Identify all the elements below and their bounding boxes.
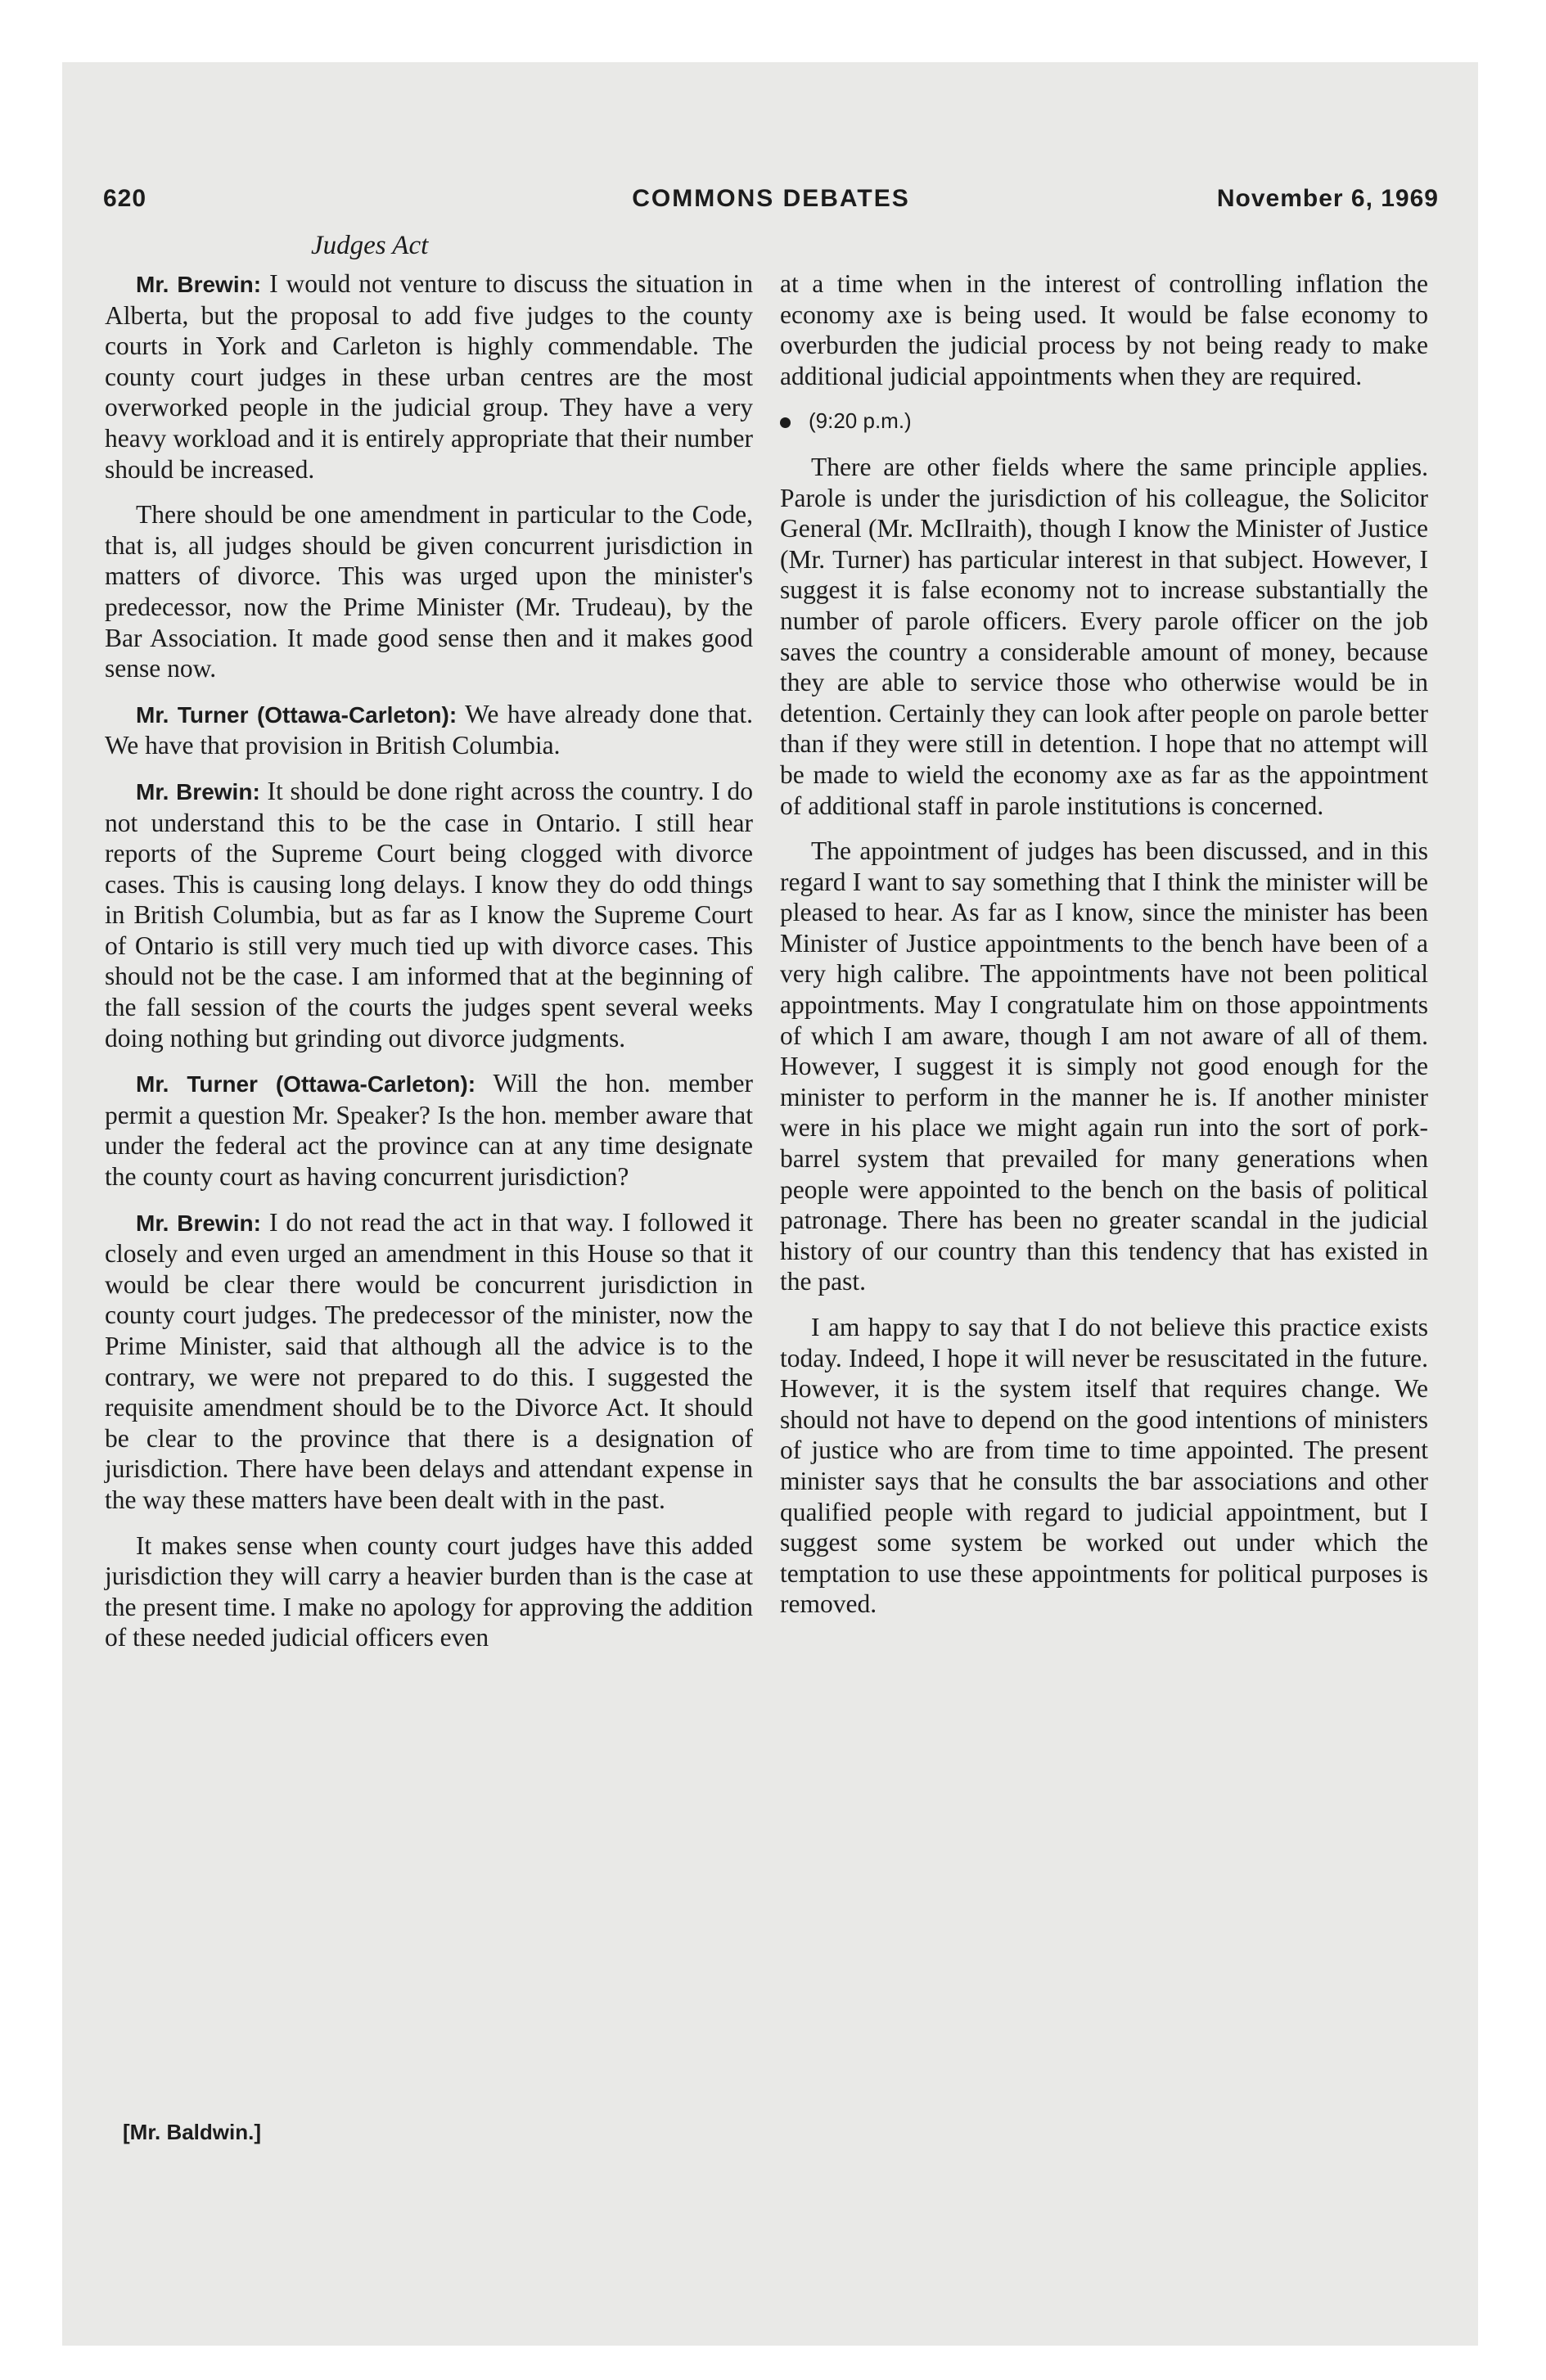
time-marker [780,406,1428,437]
paragraph [105,699,753,761]
subject-heading: Judges Act [311,231,429,260]
publication-title: COMMONS DEBATES [632,185,910,212]
paragraph [105,268,753,485]
speaker-name: Mr. Turner (Ottawa-Carleton): [136,701,457,728]
paragraph [105,1068,753,1192]
speaker-name: Mr. Brewin: [136,1210,261,1236]
paragraph: There are other fields where the same principle applies. Parole is under the jurisdiction of his colleague, the Solicitor General (Mr. McIlraith), though I know the Minister of Justice (Mr. Turner) has particular interest in that subject. However, I suggest it is false economy not to increase substantially the number of parole officers. Every parole officer on the job saves the country a considerable amount of money, because they are able to service those who otherwise would be in detention. Certainly they can look after people on parole better than if they were still in detention. I hope that no attempt will be made to wield the economy axe as far as the appointment of additional staff in parole institutions is concerned. [780,452,1428,820]
page-header [103,185,1439,234]
paragraph-text: There should be one amendment in particular to the Code, that is, all judges should be given concurrent jurisdiction in matters of divorce. This was urged upon the minister's predecessor, now the Prime Minister (Mr. Trudeau), by the Bar Association. It made good sense then and it makes good sense now. [105,500,753,683]
page-number: 620 [103,185,147,212]
speaker-name: Mr. Brewin: [136,778,260,805]
bullet-icon [780,417,791,428]
speaker-name: Mr. Brewin: [136,272,262,297]
left-column [105,268,753,1668]
speaker-name: Mr. Turner (Ottawa-Carleton): [136,1071,476,1098]
paragraph-text: It makes sense when county court judges have this added jurisdiction they will carry a heavier burden than is the case at the present time. I make no apology for approving the addition of these needed judicial officers even [105,1530,753,1652]
paragraph-text: I do not read the act in that way. I followed it closely and even urged an amendment in this House so that it would be clear there would be concurrent jurisdiction in county court judges. The predecessor of the minister, now the Prime Minister, said that although all the advice is to the contrary, we were not prepared to do this. I suggested the requisite amendment should be to the Divorce Act. It should be clear to the province that there is a designation of jurisdiction. There have been delays and attendant expense in the way these matters have been dealt with in the past. [105,1207,753,1514]
continued-paragraph: at a time when in the interest of controlling inflation the economy axe is being used. It would be false economy to overburden the judicial process by not being ready to make additional judicial appointments when they are required. [780,269,1428,390]
page-footer: [Mr. Baldwin.] [123,2120,261,2144]
page-date: November 6, 1969 [1216,185,1439,212]
paragraph [105,1207,753,1516]
paragraph: I am happy to say that I do not believe this practice exists today. Indeed, I hope it will never be resuscitated in the future. However, it is the system itself that requires change. We should not have to depend on the good intentions of ministers of justice who are from time to time appointed. The present minister says that he consults the bar associations and other qualified people with regard to judicial appointment, but I suggest some system be worked out under which the temptation to use these appointments for political purposes is removed. [780,1313,1428,1619]
paragraph-text: It should be done right across the country. I do not understand this to be the case in Ontario. I still hear reports of the Supreme Court being clogged with divorce cases. This is causing long delays. I know they do odd things in British Columbia, but as far as I know the Supreme Court of Ontario is still very much tied up with divorce cases. This should not be the case. I am informed that at the beginning of the fall session of the courts the judges spent several weeks doing nothing but grinding out divorce judgments. [105,776,753,1053]
paragraph-text: Will the hon. member permit a question Mr. Speaker? Is the hon. member aware that under the federal act the province can at any time designate the county court as having concurrent jurisdiction? [105,1069,753,1192]
right-column [780,268,1428,1634]
timestamp-text: (9:20 p.m.) [809,408,912,434]
paragraph: The appointment of judges has been discussed, and in this regard I want to say something that I think the minister will be pleased to hear. As far as I know, since the minister has been Minister of Justice appointments to the bench have been of a very high calibre. The appointments have not been political appointments. May I congratulate him on those appointments of which I am aware, though I am not aware of all of them. However, I suggest it is simply not good enough for the minister to perform in the manner he is. If another minister were in his place we might again run into the sort of pork-barrel system that prevailed for many generations when people were appointed to the bench on the basis of political patronage. There has been no greater scandal in the judicial history of our country than this tendency that has existed in the past. [780,836,1428,1296]
paragraph [105,776,753,1053]
paragraph [105,499,753,684]
paragraph-text: I would not venture to discuss the situation in Alberta, but the proposal to add five judges to the county courts in York and Carleton is highly commendable. The county court judges in these urban centres are the most overworked people in the judicial group. They have a very heavy workload and it is entirely appropriate that their number should be increased. [105,269,754,484]
paragraph-text: We have already done that. We have that provision in British Columbia. [105,699,753,760]
paragraph [105,1530,753,1653]
